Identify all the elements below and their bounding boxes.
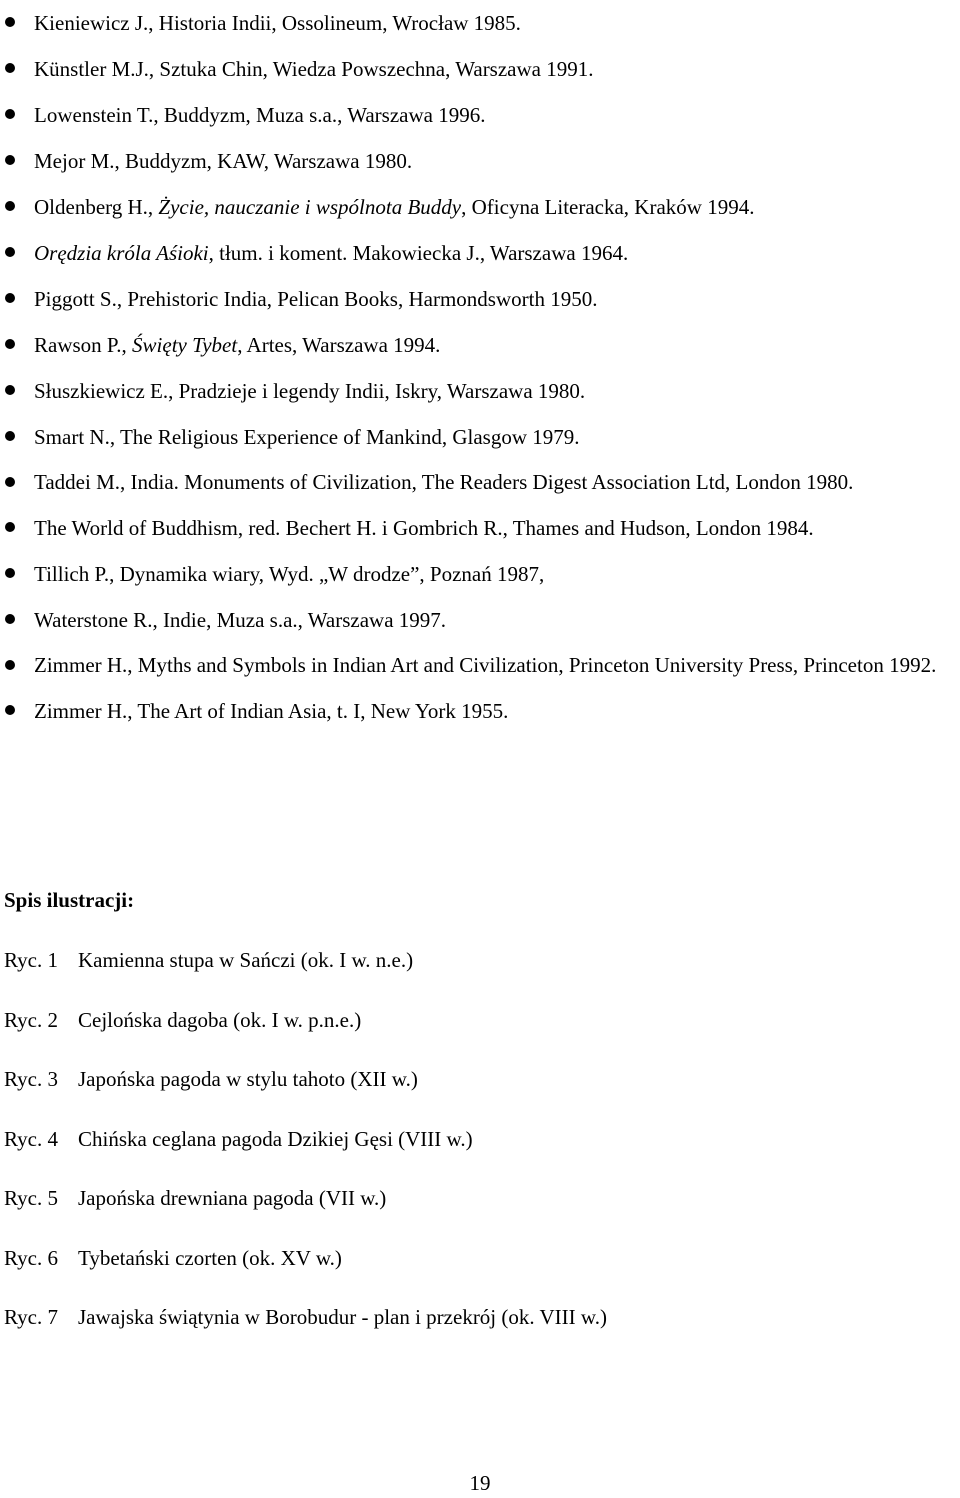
entry-text: Smart N., The Religious Experience of Mankind, Glasgow 1979. [34,425,580,449]
bibliography-entry [0,597,960,643]
bullet-icon [5,17,15,27]
bibliography-entry [0,138,960,184]
entry-text: Tillich P., Dynamika wiary, Wyd. „W drodze”, Poznań 1987, [34,562,545,586]
entry-title-italic: Święty Tybet [132,333,238,357]
entry-title-italic: Orędzia króla Aśioki [34,241,209,265]
illustration-caption: Japońska drewniana pagoda (VII w.) [78,1186,387,1210]
bullet-icon [5,385,15,395]
entry-text: Zimmer H., The Art of Indian Asia, t. I, New York 1955. [34,699,509,723]
bibliography-entry [0,643,960,688]
illustration-item [4,1005,607,1065]
illustration-number: Ryc. 2 [4,1007,58,1032]
bibliography-entry [0,414,960,460]
bullet-icon [5,705,15,715]
illustration-caption: Chińska ceglana pagoda Dzikiej Gęsi (VIII w.) [78,1126,473,1151]
illustration-item [4,945,607,1005]
bullet-icon [5,522,15,532]
entry-title-italic: Życie, nauczanie i wspólnota Buddy [158,195,462,219]
bibliography-entry [0,368,960,414]
illustration-caption: Jawajska świątynia w Borobudur - plan i przekrój (ok. VIII w.) [78,1305,607,1329]
bibliography-entry [0,505,960,551]
bullet-icon [5,431,15,441]
illustrations-heading: Spis ilustracji: [4,888,135,912]
bibliography-entry [0,0,960,46]
illustration-item [4,1302,607,1362]
entry-text: , Oficyna Literacka, Kraków 1994. [461,195,755,219]
illustration-item [4,1064,607,1124]
illustration-number: Ryc. 7 [4,1305,58,1329]
entry-text: Lowenstein T., Buddyzm, Muza s.a., Warszawa 1996. [34,103,486,127]
illustration-number: Ryc. 4 [4,1126,58,1151]
illustration-item [4,1243,607,1303]
bullet-icon [5,660,15,670]
bibliography-entry [0,276,960,322]
entry-text: Waterstone R., Indie, Muza s.a., Warszawa 1997. [34,608,447,632]
bibliography-entry [0,551,960,597]
illustration-item [4,1124,607,1184]
entry-text: Oldenberg H., [34,195,159,219]
bullet-icon [5,109,15,119]
illustration-caption: Kamienna stupa w Sańczi (ok. I w. n.e.) [78,948,414,972]
illustration-number: Ryc. 3 [4,1067,58,1091]
entry-text: Piggott S., Prehistoric India, Pelican Books, Harmondsworth 1950. [34,287,598,311]
bibliography-entry [0,46,960,92]
entry-text: Słuszkiewicz E., Pradzieje i legendy Indii, Iskry, Warszawa 1980. [34,379,586,403]
entry-text: Kieniewicz J., Historia Indii, Ossolineum, Wrocław 1985. [34,11,521,35]
illustration-item [4,1183,607,1243]
bibliography-entry [0,688,960,734]
bullet-icon [5,155,15,165]
bullet-icon [5,614,15,624]
illustration-number: Ryc. 6 [4,1245,58,1270]
page-number: 19 [469,1471,491,1495]
illustrations-list [4,945,607,1362]
bibliography-entry [0,230,960,276]
illustration-number: Ryc. 1 [4,948,58,972]
bibliography-entry [0,92,960,138]
illustration-caption: Cejlońska dagoba (ok. I w. p.n.e.) [78,1007,362,1032]
entry-text: Zimmer H., Myths and Symbols in Indian Art and Civilization, Princeton University Press, Princeton 1992. [34,653,937,677]
bullet-icon [5,63,15,73]
entry-text: , Artes, Warszawa 1994. [237,333,441,357]
bullet-icon [5,247,15,257]
illustration-caption: Japońska pagoda w stylu tahoto (XII w.) [78,1067,418,1091]
bibliography-entry [0,460,960,505]
bullet-icon [5,293,15,303]
entry-text: Taddei M., India. Monuments of Civilization, The Readers Digest Association Ltd, London 1980. [34,470,854,494]
bullet-icon [5,339,15,349]
illustration-number: Ryc. 5 [4,1186,58,1210]
entry-text: , tłum. i koment. Makowiecka J., Warszawa 1964. [208,241,629,265]
entry-text: Künstler M.J., Sztuka Chin, Wiedza Powszechna, Warszawa 1991. [34,57,594,81]
bibliography-entry [0,184,960,230]
illustration-caption: Tybetański czorten (ok. XV w.) [78,1245,342,1270]
bullet-icon [5,201,15,211]
entry-text: Rawson P., [34,333,133,357]
entry-text: The World of Buddhism, red. Bechert H. i Gombrich R., Thames and Hudson, London 1984. [34,516,814,540]
entry-text: Mejor M., Buddyzm, KAW, Warszawa 1980. [34,149,413,173]
bibliography-list [0,0,960,734]
bibliography-entry [0,322,960,368]
bullet-icon [5,477,15,487]
bullet-icon [5,568,15,578]
